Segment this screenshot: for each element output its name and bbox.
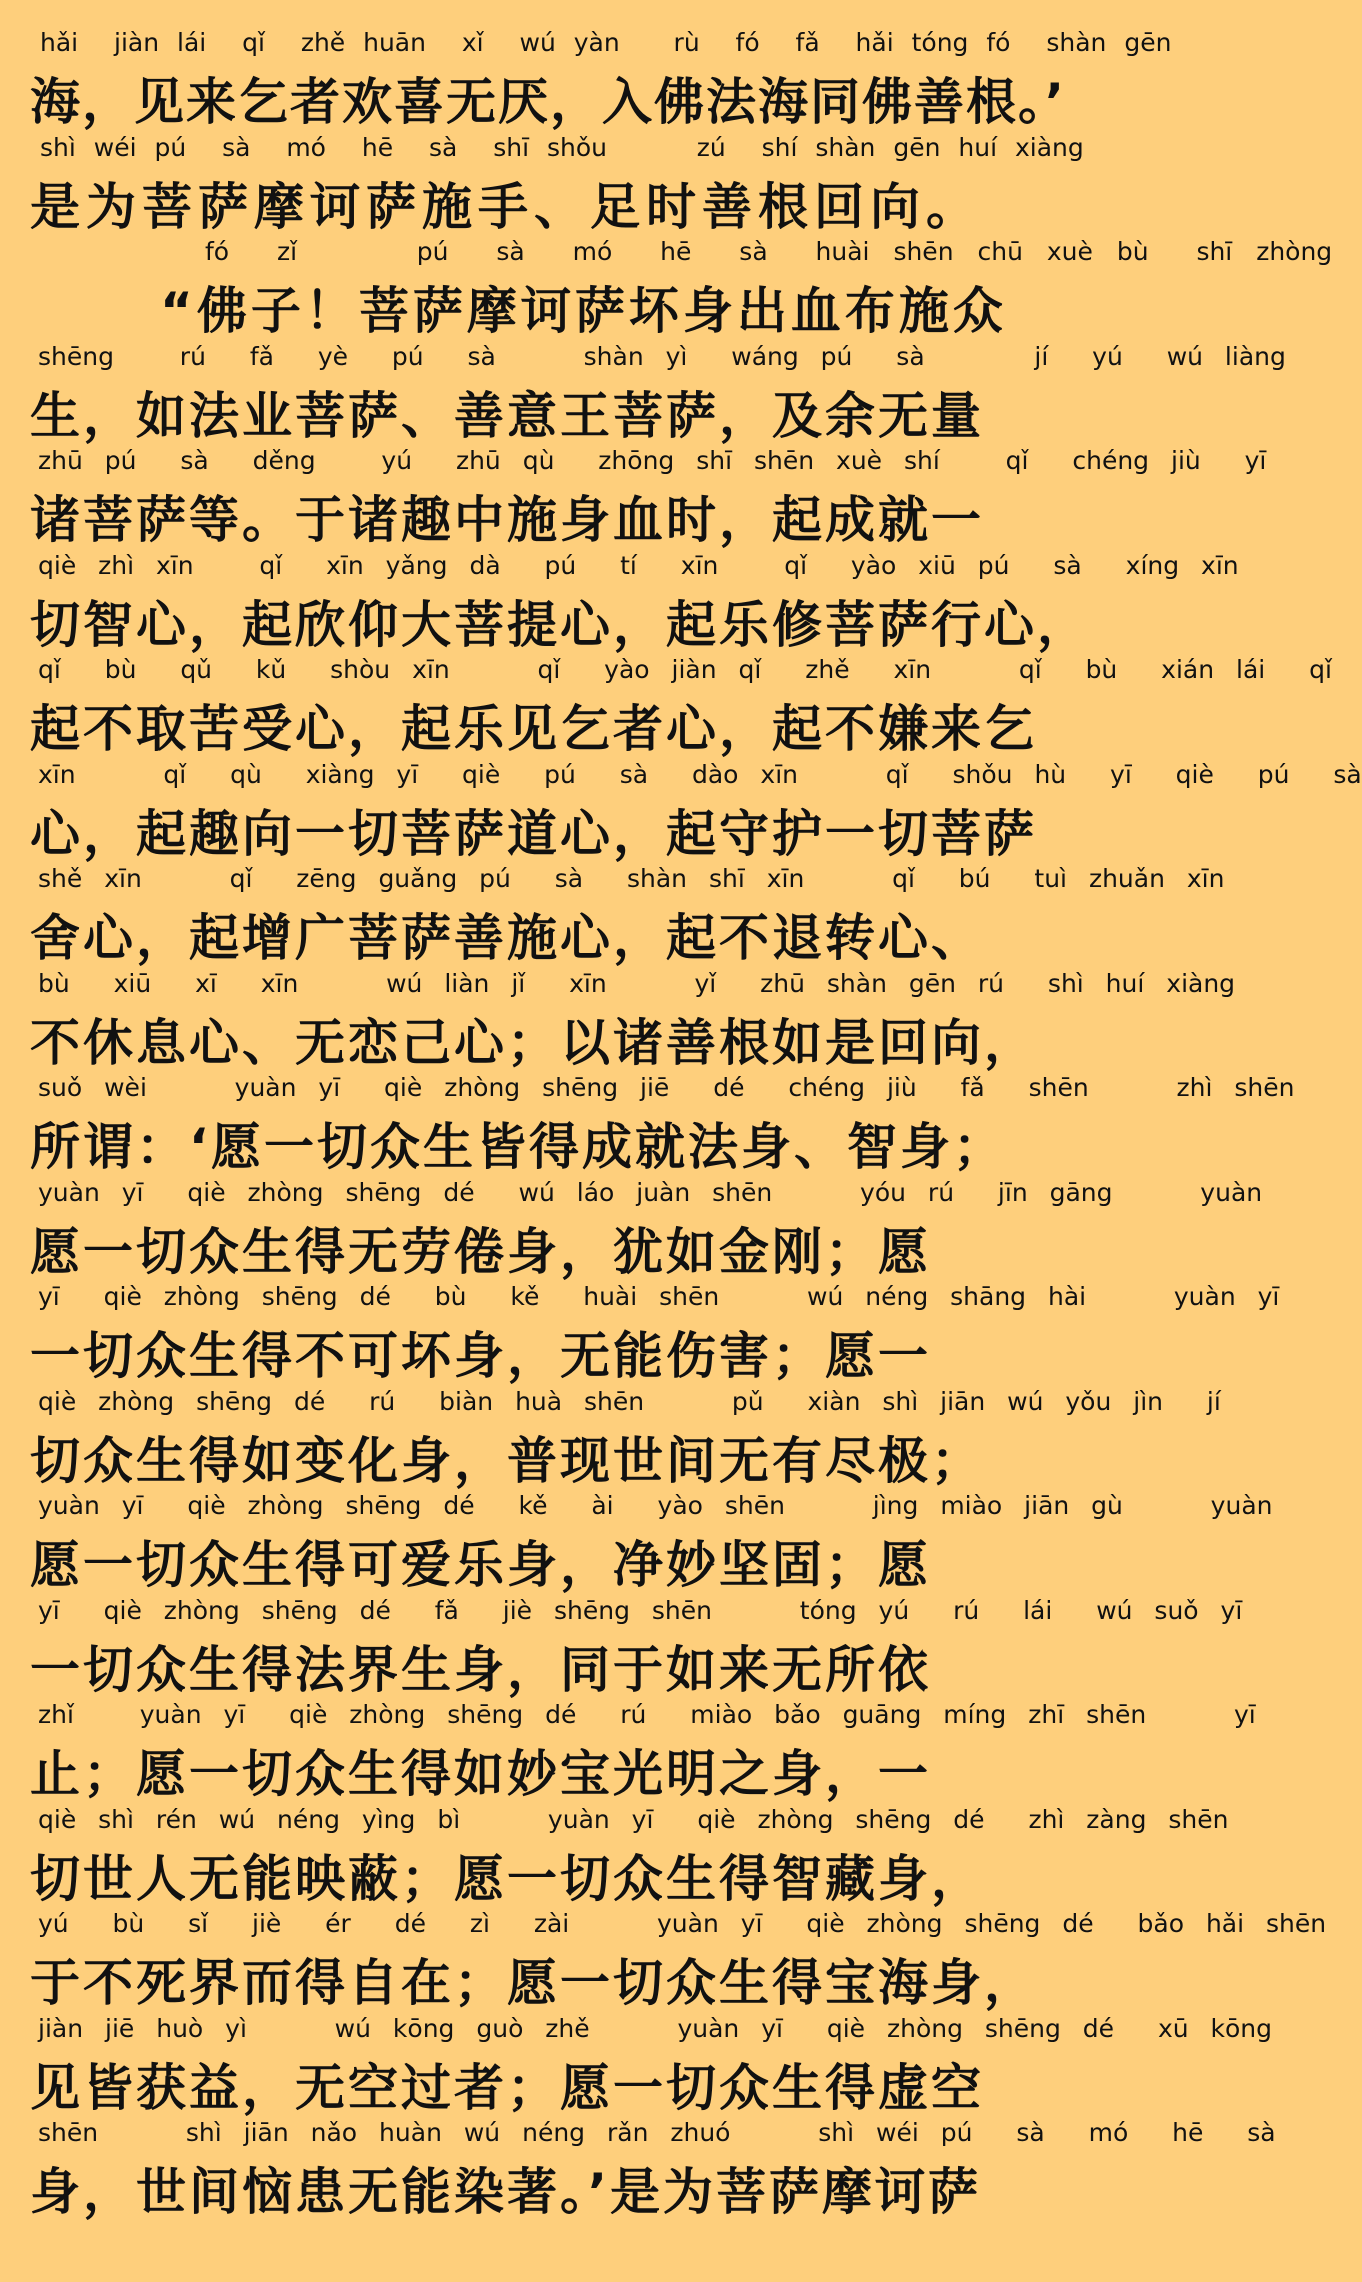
text-line xyxy=(0,968,1236,1074)
hanzi-line: 是为菩萨摩诃萨施手、足时善根回向。 xyxy=(30,177,982,236)
pinyin-line: zhū pú sà děng yú zhū qù zhōng shī shēn xuè shí qǐ chéng jiù yī xyxy=(38,446,1267,475)
text-line xyxy=(0,1386,1221,1492)
text-line xyxy=(0,341,1286,447)
pinyin-line: qiè zhì xīn qǐ xīn yǎng dà pú tí xīn qǐ yào xiū pú sà xíng xīn xyxy=(38,550,1239,580)
pinyin-line: shě xīn qǐ zēng guǎng pú sà shàn shī xīn qǐ bú tuì zhuǎn xīn xyxy=(38,864,1225,893)
pinyin-line: shēn shì jiān nǎo huàn wú néng rǎn zhuó shì wéi pú sà mó hē sà xyxy=(38,2118,1276,2147)
text-line xyxy=(0,759,1362,865)
text-line xyxy=(0,1073,1295,1178)
text-line xyxy=(0,864,1225,969)
text-line xyxy=(0,2118,1276,2223)
hanzi-line: 诸菩萨等。于诸趣中施身血时，起成就一 xyxy=(30,491,984,549)
hanzi-line: 愿一切众生得无劳倦身，犹如金刚；愿 xyxy=(30,1222,931,1281)
pinyin-line: fó zǐ pú sà mó hē sà huài shēn chū xuè bù shī zhòng xyxy=(205,237,1333,266)
hanzi-line: 起不取苦受心，起乐见乞者心，起不嫌来乞 xyxy=(30,700,1037,758)
hanzi-line: 不休息心、无恋己心；以诸善根如是回向， xyxy=(30,1013,1037,1072)
text-line xyxy=(0,1177,1263,1283)
text-line xyxy=(0,550,1239,656)
text-line xyxy=(0,1491,1273,1596)
hanzi-line: 心，起趣向一切菩萨道心，起守护一切菩萨 xyxy=(30,804,1037,863)
hanzi-line: 于不死界而得自在；愿一切众生得宝海身， xyxy=(30,1954,1037,2012)
pinyin-line: shì wéi pú sà mó hē sà shī shǒu zú shí shàn gēn huí xiàng xyxy=(40,132,1084,162)
pinyin-line: jiàn jiē huò yì wú kōng guò zhě yuàn yī qiè zhòng shēng dé xū kōng xyxy=(38,2013,1273,2043)
text-line xyxy=(0,1909,1327,2014)
hanzi-line: 见皆获益，无空过者；愿一切众生得虚空 xyxy=(30,2058,984,2117)
pinyin-line: zhǐ yuàn yī qiè zhòng shēng dé rú miào bǎo guāng míng zhī shēn yī xyxy=(38,1700,1256,1729)
hanzi-line: 切众生得如变化身，普现世间无有尽极； xyxy=(30,1431,984,1490)
text-line xyxy=(0,1595,1243,1701)
pinyin-line: qiè shì rén wú néng yìng bì yuàn yī qiè zhòng shēng dé zhì zàng shēn xyxy=(38,1804,1229,1834)
hanzi-line: 海，见来乞者欢喜无厌，入佛法海同佛善根。’ xyxy=(30,73,1066,131)
pinyin-line: suǒ wèi yuàn yī qiè zhòng shēng jiē dé chéng jiù fǎ shēn zhì shēn xyxy=(38,1073,1295,1102)
hanzi-line: 切世人无能映蔽；愿一切众生得智藏身， xyxy=(30,1849,984,1908)
text-line xyxy=(0,1282,1280,1387)
pinyin-line: bù xiū xī xīn wú liàn jǐ xīn yǐ zhū shàn gēn rú shì huí xiàng xyxy=(38,968,1236,998)
text-line xyxy=(0,1700,1256,1805)
hanzi-line: 一切众生得法界生身，同于如来无所依 xyxy=(30,1640,931,1699)
text-line xyxy=(0,1804,1229,1910)
pinyin-line: qiè zhòng shēng dé rú biàn huà shēn pǔ xiàn shì jiān wú yǒu jìn jí xyxy=(38,1386,1221,1416)
pinyin-line: yú bù sǐ jiè ér dé zì zài yuàn yī qiè zhòng shēng dé bǎo hǎi shēn xyxy=(38,1909,1327,1938)
text-line xyxy=(0,655,1332,760)
pinyin-line: shēng rú fǎ yè pú sà shàn yì wáng pú sà jí yú wú liàng xyxy=(38,341,1286,371)
hanzi-line: 舍心，起增广菩萨善施心，起不退转心、 xyxy=(30,909,984,967)
hanzi-line: 一切众生得不可坏身，无能伤害；愿一 xyxy=(30,1327,931,1385)
hanzi-line: 所谓：‘愿一切众生皆得成就法身、智身； xyxy=(30,1118,1006,1176)
text-line xyxy=(0,28,1172,133)
hanzi-line: 切智心，起欣仰大菩提心，起乐修菩萨行心， xyxy=(30,595,1090,654)
pinyin-line: hǎi jiàn lái qǐ zhě huān xǐ wú yàn rù fó fǎ hǎi tóng fó shàn gēn xyxy=(40,28,1172,57)
pinyin-line: yuàn yī qiè zhòng shēng dé wú láo juàn shēn yóu rú jīn gāng yuàn xyxy=(38,1177,1263,1207)
hanzi-line: “佛子！菩萨摩诃萨坏身出血布施众 xyxy=(160,282,1007,340)
hanzi-line: 身，世间恼患无能染著。’是为菩萨摩诃萨 xyxy=(30,2163,981,2221)
hanzi-line: 止；愿一切众生得如妙宝光明之身，一 xyxy=(30,1745,931,1803)
pinyin-line: qǐ bù qǔ kǔ shòu xīn qǐ yào jiàn qǐ zhě xīn qǐ bù xián lái qǐ xyxy=(38,655,1332,684)
hanzi-line: 愿一切众生得可爱乐身，净妙坚固；愿 xyxy=(30,1536,931,1594)
hanzi-line: 生，如法业菩萨、善意王菩萨，及余无量 xyxy=(30,386,984,445)
text-line xyxy=(0,2013,1273,2119)
text-line-indented xyxy=(0,237,1333,342)
pinyin-line: yuàn yī qiè zhòng shēng dé kě ài yào shēn jìng miào jiān gù yuàn xyxy=(38,1491,1273,1520)
text-line xyxy=(0,446,1267,551)
text-line xyxy=(0,132,1084,238)
pinyin-line: yī qiè zhòng shēng dé bù kě huài shēn wú néng shāng hài yuàn yī xyxy=(38,1282,1280,1311)
pinyin-line: xīn qǐ qù xiàng yī qiè pú sà dào xīn qǐ shǒu hù yī qiè pú sà xyxy=(38,759,1362,789)
pinyin-line: yī qiè zhòng shēng dé fǎ jiè shēng shēn tóng yú rú lái wú suǒ yī xyxy=(38,1595,1243,1625)
